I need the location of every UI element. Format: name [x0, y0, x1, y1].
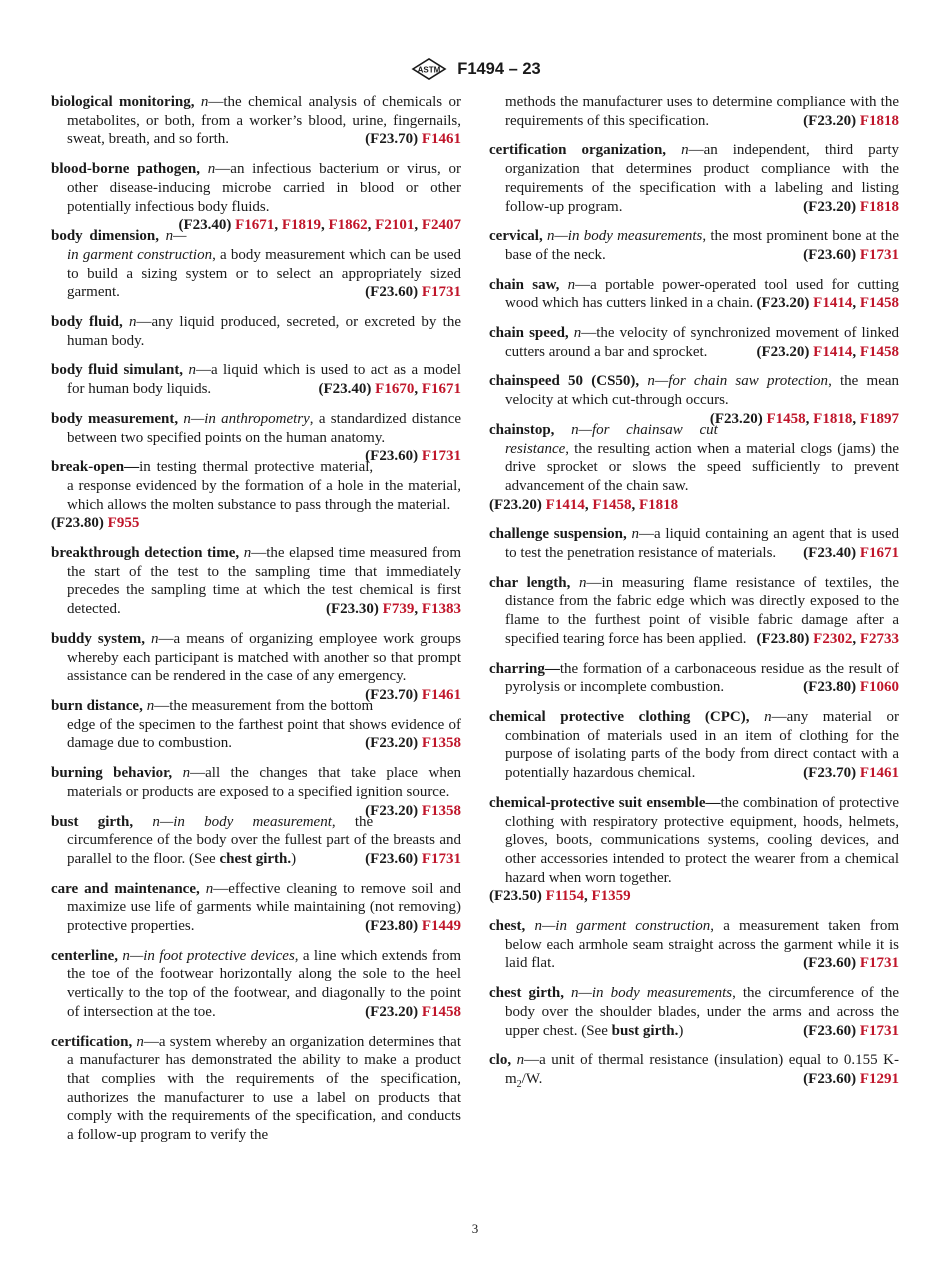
term: chest girth,: [489, 985, 564, 1002]
term: burn distance,: [51, 697, 143, 714]
term: bust girth,: [51, 813, 134, 830]
committee-code: (F23.50): [489, 888, 542, 905]
definition-text: —a portable power-operated tool used for cutting wood which has cutters linked in a chain.: [505, 276, 899, 312]
reference: [756, 630, 900, 649]
definition-text: /W.: [521, 1070, 543, 1087]
term: body fluid,: [51, 314, 123, 331]
committee-code: (F23.80): [756, 630, 810, 647]
definition-italic: n: [567, 276, 576, 293]
definition-text: —a liquid which is used to act as a model for human body liquids.: [67, 362, 462, 398]
logo-text: ASTM: [417, 65, 441, 75]
reference: [803, 198, 899, 217]
reference-separator: ,: [852, 630, 860, 647]
definition-text: the formation of a carbonaceous residue as the result of pyrolysis or incomplete combustion.: [505, 660, 899, 696]
reference-separator: ,: [631, 496, 639, 513]
committee-code: (F23.20): [756, 295, 810, 312]
term: certification organization,: [489, 142, 667, 159]
committee-code: (F23.20): [803, 198, 857, 215]
term: charring—: [489, 660, 560, 677]
standard-link[interactable]: F1458: [766, 410, 806, 427]
standard-link[interactable]: F1731: [421, 448, 461, 465]
glossary-entry: [51, 227, 461, 302]
definition-text: ): [291, 850, 297, 867]
definition-italic: n—in garment construction: [67, 228, 213, 263]
astm-logo-icon: [409, 57, 449, 81]
committee-code: (F23.20): [756, 343, 810, 360]
committee-code: (F23.60): [803, 246, 857, 263]
reference: [489, 496, 899, 515]
committee-code: (F23.80): [51, 515, 104, 532]
definition-text: methods the manufacturer uses to determine compliance with the requirements of this specification.: [505, 94, 899, 129]
definition-italic: n: [200, 94, 209, 110]
committee-code: (F23.60): [365, 448, 419, 465]
reference: [709, 410, 899, 429]
term: challenge suspension,: [489, 526, 627, 543]
definition-text: , the circumference of the body over the fullest part of the breasts and parallel to the floor. (See: [67, 813, 461, 867]
standard-link[interactable]: F1458: [421, 1003, 461, 1020]
committee-code: (F23.60): [365, 850, 419, 867]
definition-text: [749, 709, 764, 725]
term: chemical protective clothing (CPC),: [489, 708, 750, 725]
standard-link[interactable]: F1449: [421, 918, 461, 935]
continued-definition: [489, 93, 899, 130]
reference: [365, 802, 461, 821]
reference: [365, 917, 461, 936]
subscript: 2: [516, 1078, 522, 1090]
cross-reference: bust girth.: [611, 1022, 679, 1039]
reference: [803, 678, 899, 697]
definition-text: [133, 814, 152, 830]
committee-code: (F23.60): [803, 1070, 857, 1087]
standard-link[interactable]: F1862: [328, 217, 368, 234]
reference: [803, 1022, 899, 1041]
glossary-entry: [51, 160, 462, 234]
committee-code: (F23.20): [709, 410, 763, 427]
reference-separator: ,: [414, 381, 422, 398]
term: certification,: [51, 1033, 133, 1050]
glossary-entry: [489, 794, 899, 906]
term: chain speed,: [489, 325, 569, 342]
definition-text: —a liquid containing an agent that is used to test the penetration resistance of materials.: [505, 526, 899, 562]
standard-link[interactable]: F1897: [859, 410, 899, 427]
standard-link[interactable]: F1458: [592, 496, 632, 513]
term: body fluid simulant,: [51, 362, 184, 379]
standard-link[interactable]: F1414: [545, 496, 585, 513]
committee-code: (F23.70): [803, 765, 857, 782]
definition-italic: n: [205, 880, 214, 897]
glossary-entry: [51, 458, 461, 533]
term: chemical-protective suit ensemble—: [489, 794, 721, 811]
reference: [326, 600, 461, 619]
glossary-entry: [51, 1033, 461, 1145]
definition-italic: n: [681, 142, 689, 159]
glossary-entry: [51, 813, 461, 869]
standard-link[interactable]: F2302: [813, 630, 853, 647]
standard-link[interactable]: F1731: [421, 284, 461, 301]
glossary-entry: [489, 660, 899, 697]
reference: [803, 764, 899, 783]
term: chain saw,: [489, 276, 560, 293]
standard-link[interactable]: F1358: [421, 735, 461, 752]
definition-text: , a measurement taken from below each armhole seam straight across the garment while it is laid flat.: [505, 918, 900, 972]
definition-text: —a system whereby an organization determines that a manufacturer has demonstrated the ability to make a product that complies with the requirements of the specification, authorizes the manufacturer to use a label on products that comply with the requirements of the specification, and conducts a follow-up program to verify the: [67, 1033, 461, 1144]
reference-separator: ,: [414, 601, 422, 618]
reference-separator: ,: [852, 343, 860, 360]
definition-text: [200, 161, 208, 177]
reference-separator: ,: [852, 410, 860, 427]
committee-code: (F23.70): [365, 686, 419, 703]
standard-link[interactable]: F1731: [859, 955, 899, 972]
glossary-entry: [489, 421, 899, 515]
reference-separator: ,: [320, 217, 329, 234]
glossary-entry: [51, 313, 461, 350]
committee-code: (F23.80): [365, 918, 419, 935]
term: breakthrough detection time,: [51, 545, 240, 562]
glossary-entry: [489, 372, 900, 427]
committee-code: (F23.20): [489, 496, 542, 513]
definition-italic: n—in body measurements: [571, 985, 733, 1002]
glossary-entry: [489, 1051, 899, 1094]
glossary-entry: [489, 276, 899, 313]
term: centerline,: [51, 947, 119, 964]
definition-text: [666, 142, 681, 158]
definition-italic: n: [579, 574, 587, 591]
glossary-entry: [51, 410, 462, 465]
committee-code: (F23.60): [365, 284, 419, 301]
glossary-entry: [489, 227, 899, 264]
reference: [365, 447, 461, 466]
standard-link[interactable]: F1291: [859, 1070, 899, 1087]
definition-text: —all the changes that take place when materials or products are exposed to a specified ignition source.: [67, 765, 461, 800]
standard-link[interactable]: F1458: [859, 295, 899, 312]
definition-text: in testing thermal protective material, a response evidenced by the formation of a hole in the material, which allows the molten substance to pass through the material.: [67, 459, 461, 513]
definition-italic: n—for chain saw protection: [647, 373, 829, 390]
term: chainspeed 50 (CS50),: [489, 373, 640, 390]
committee-code: (F23.30): [326, 601, 379, 618]
committee-code: (F23.40): [178, 217, 232, 234]
definition-text: —effective cleaning to remove soil and maximize use life of garments while maintaining (not removing) protective properties.: [67, 880, 462, 935]
term: care and maintenance,: [51, 880, 200, 897]
definition-text: —the chemical analysis of chemicals or metabolites, or both, from a worker’s blood, urine, fingernails, sweat, breath, and so forth.: [67, 94, 462, 148]
definition-text: , a body measurement which can be used to build a sizing system or to select an appropriately sized garment.: [67, 246, 462, 301]
definition-italic: n: [136, 1033, 144, 1050]
committee-code: (F23.60): [803, 1022, 857, 1039]
glossary-entry: [51, 764, 461, 819]
term: body measurement,: [51, 410, 179, 427]
glossary-entry: [489, 324, 899, 361]
standard-link[interactable]: F1670: [375, 381, 415, 398]
reference-separator: ,: [584, 496, 593, 513]
standard-link[interactable]: F1461: [859, 765, 899, 782]
glossary-entry: [51, 880, 461, 936]
definition-italic: n—in body measurement: [152, 813, 332, 830]
page-header: [0, 56, 950, 82]
page-number: 3: [471, 1221, 479, 1236]
reference-separator: ,: [584, 888, 592, 905]
reference: [803, 1070, 899, 1089]
glossary-entry: [51, 630, 461, 703]
glossary-entry: [489, 708, 899, 783]
definition-italic: n—for chainsaw cut resistance: [505, 421, 718, 457]
glossary-entry: [489, 917, 899, 973]
definition-italic: n: [207, 161, 216, 178]
definition-italic: n: [151, 630, 159, 647]
definition-italic: n: [764, 708, 772, 725]
committee-code: (F23.60): [803, 955, 857, 972]
standard-link[interactable]: F1731: [859, 1022, 899, 1039]
standard-link[interactable]: F1358: [421, 802, 461, 819]
standard-link[interactable]: F739: [382, 601, 415, 618]
term: clo,: [489, 1052, 512, 1069]
standard-link[interactable]: F1818: [639, 496, 679, 513]
reference: [365, 130, 461, 149]
standard-link[interactable]: F1818: [813, 410, 853, 427]
standard-link[interactable]: F1671: [235, 217, 275, 234]
committee-code: (F23.20): [365, 735, 419, 752]
reference: [803, 544, 899, 563]
reference-separator: ,: [274, 217, 282, 234]
definition-italic: n: [146, 697, 155, 714]
standard-link[interactable]: F955: [107, 515, 140, 532]
standard-link[interactable]: F2733: [859, 630, 899, 647]
term: buddy system,: [51, 630, 145, 647]
reference: [803, 246, 899, 265]
definition-text: —an infectious bacterium or virus, or other disease-inducing microbe carried in blood or other potentially infectious body fluids.: [67, 161, 462, 215]
definition-text: —a means of organizing employee work groups whereby each participant is matched with another so that prompt assistance can be rendered in the case of any emergency.: [67, 630, 461, 685]
definition-text: , the circumference of the body over the shoulder blades, under the arms and across the upper chest. (See: [505, 985, 899, 1039]
reference: [365, 686, 461, 705]
term: chainstop,: [489, 421, 555, 438]
definition-italic: n: [128, 314, 137, 331]
definition-text: —a unit of thermal resistance (insulation) equal to 0.155 K-m: [505, 1052, 899, 1087]
glossary-entry: [51, 697, 461, 753]
reference: [365, 850, 461, 869]
reference: [318, 380, 462, 399]
definition-text: —any liquid produced, secreted, or excreted by the human body.: [67, 314, 462, 349]
committee-code: (F23.80): [803, 679, 857, 696]
definition-italic: n: [573, 325, 582, 342]
definition-text: , a standardized distance between two specified points on the human anatomy.: [67, 410, 462, 446]
definition-text: [554, 422, 571, 438]
definition-italic: n—in anthropometry: [183, 410, 310, 427]
standard-link[interactable]: F1818: [859, 112, 899, 129]
cross-reference: chest girth.: [219, 850, 292, 867]
term: body dimension,: [51, 228, 159, 245]
glossary-entry: [489, 525, 899, 562]
glossary-entry: [51, 361, 461, 398]
definition-italic: n—in garment construction: [534, 918, 711, 935]
glossary-entry: [51, 947, 461, 1022]
definition-text: —any material or combination of materials used in an item of clothing for the purpose of isolating parts of the body from direct contact with a potentially hazardous chemical.: [505, 708, 900, 782]
definition-text: —in measuring flame resistance of textiles, the distance from the fabric edge which was directly exposed to the flame to the furthest point of visible fabric damage after a specified tearing force has been applied.: [505, 574, 900, 647]
term: burning behavior,: [51, 765, 173, 782]
definition-italic: n: [182, 765, 191, 782]
standard-link[interactable]: F2407: [421, 217, 461, 234]
standard-link[interactable]: F1414: [813, 343, 853, 360]
reference: [756, 343, 900, 362]
standard-link[interactable]: F1461: [421, 686, 461, 703]
term: char length,: [489, 574, 571, 591]
standard-link[interactable]: F1154: [545, 888, 584, 905]
right-column: [489, 93, 899, 1106]
definition-italic: n: [188, 362, 196, 379]
definition-italic: n: [631, 526, 639, 543]
term: cervical,: [489, 228, 543, 245]
standard-link[interactable]: F1458: [859, 343, 899, 360]
term: blood-borne pathogen,: [51, 161, 201, 178]
definition-text: , the mean velocity at which cut-through occurs.: [505, 373, 900, 409]
definition-text: , the most prominent bone at the base of the neck.: [505, 228, 900, 263]
definition-text: , the resulting action when a material clogs (jams) the drive sprocket or slows the speed sufficiently to prevent advancement of the chain saw.: [505, 440, 899, 494]
committee-code: (F23.40): [318, 381, 372, 398]
standard-link[interactable]: F1819: [281, 217, 321, 234]
standard-link[interactable]: F1671: [421, 381, 461, 398]
standard-link[interactable]: F1359: [591, 888, 631, 905]
reference: [365, 734, 461, 753]
definition-text: ): [678, 1022, 684, 1039]
glossary-entry: [489, 141, 899, 216]
definition-italic: n: [243, 545, 252, 562]
reference: [803, 954, 899, 973]
standard-link[interactable]: F1818: [859, 198, 899, 215]
definition-text: [172, 765, 182, 781]
glossary-entry: [51, 93, 461, 149]
term: chest,: [489, 918, 526, 935]
definition-text: [570, 575, 579, 591]
reference-separator: ,: [852, 295, 860, 312]
definition-italic: n—in foot protective devices: [122, 947, 295, 964]
definition-text: the combination of protective clothing with respiratory protective equipment, hoods, helmets, gloves, boots, communications systems, cooling devices, and other accessories intended to protect the wearer from a chemical hazard when worn together.: [505, 794, 899, 886]
standard-link[interactable]: F1461: [421, 131, 461, 148]
standard-link[interactable]: F1383: [421, 601, 461, 618]
reference-separator: ,: [805, 410, 814, 427]
committee-code: (F23.20): [365, 1003, 419, 1020]
term: break-open—: [51, 459, 140, 476]
reference: [756, 294, 900, 313]
definition-text: —the elapsed time measured from the start of the test to the sampling time that immediately precedes the sampling time at which the test chemical is first detected.: [67, 545, 461, 618]
committee-code: (F23.20): [365, 802, 419, 819]
glossary-entry: [51, 544, 461, 619]
definition-text: [159, 228, 166, 244]
definition-text: —an independent, third party organization that determines product compliance with the requirements of the specification with a labeling and listing follow-up program.: [505, 142, 899, 215]
definition-text: —the velocity of synchronized movement of linked cutters around a bar and sprocket.: [505, 325, 899, 360]
reference: [365, 1003, 461, 1022]
definition-text: —the measurement from the bottom edge of the specimen to the farthest point that shows evidence of damage due to combustion.: [67, 697, 461, 752]
reference-separator: ,: [367, 217, 376, 234]
reference: [178, 216, 461, 235]
definition-italic: n—in body measurements: [546, 228, 703, 245]
definition-italic: n: [516, 1052, 525, 1069]
glossary-entry: [489, 574, 899, 649]
standard-link[interactable]: F1414: [813, 295, 853, 312]
left-column: [51, 93, 461, 1156]
standard-link[interactable]: F1731: [859, 246, 899, 263]
standard-designation: F1494 – 23: [457, 59, 541, 78]
definition-text: [559, 277, 567, 293]
reference: [795, 112, 899, 131]
standard-link[interactable]: F2101: [375, 217, 415, 234]
reference: [365, 283, 461, 302]
definition-text: [564, 985, 571, 1001]
standard-link[interactable]: F1731: [421, 850, 461, 867]
glossary-entry: [489, 984, 899, 1040]
committee-code: (F23.20): [803, 112, 857, 129]
committee-code: (F23.70): [365, 131, 419, 148]
standard-link[interactable]: F1671: [859, 545, 899, 562]
reference-separator: ,: [414, 217, 422, 234]
definition-text: , a line which extends from the toe of the footwear horizontally along the sole to the heel vertically to the top of the footwear, and diagonally to the point of intersection at the toe.: [67, 947, 461, 1020]
reference: [489, 887, 899, 906]
committee-code: (F23.40): [803, 545, 857, 562]
standard-link[interactable]: F1060: [859, 679, 899, 696]
term: biological monitoring,: [51, 94, 195, 110]
reference: [51, 514, 461, 533]
